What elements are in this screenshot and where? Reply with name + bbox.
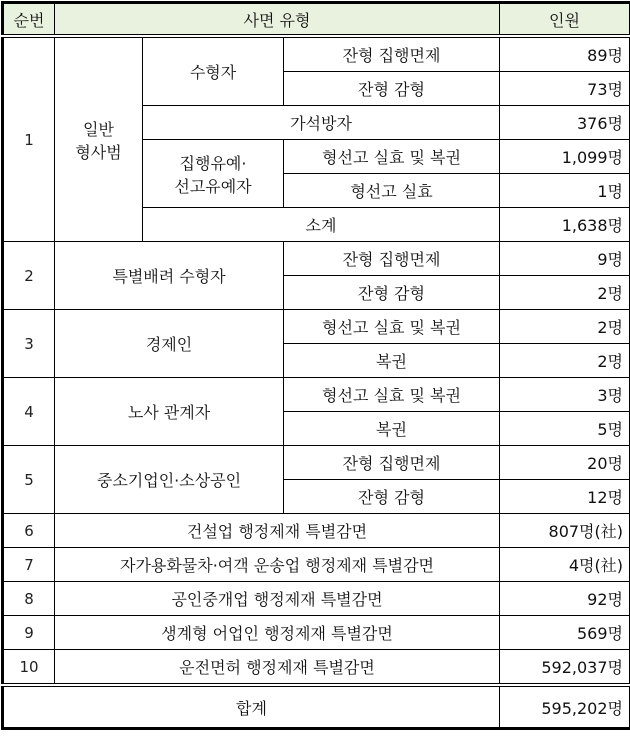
item-label: 잔형 집행면제 (284, 446, 500, 480)
table-row (3, 616, 630, 650)
header-no: 순번 (3, 3, 55, 37)
item-count: 73명 (500, 72, 630, 106)
item-count: 12명 (500, 480, 630, 514)
item-count: 9명 (500, 242, 630, 276)
item-count: 2명 (500, 310, 630, 344)
table-row (3, 36, 630, 72)
row-category: 중소기업인·소상공인 (55, 446, 284, 514)
row-no: 10 (3, 650, 55, 686)
subtotal-count: 1,638명 (500, 208, 630, 242)
row-category: 건설업 행정제재 특별감면 (55, 514, 500, 548)
item-label: 형선고 실효 및 복권 (284, 140, 500, 174)
item-count: 3명 (500, 378, 630, 412)
row-category: 경제인 (55, 310, 284, 378)
item-label: 잔형 감형 (284, 72, 500, 106)
item-label: 복권 (284, 344, 500, 378)
item-count: 20명 (500, 446, 630, 480)
table-row (3, 548, 630, 582)
item-count: 2명 (500, 344, 630, 378)
item-label: 잔형 집행면제 (284, 36, 500, 72)
table-row (3, 446, 630, 480)
table-row (3, 378, 630, 412)
header-row (3, 3, 630, 37)
subcategory-line: 선고유예자 (174, 176, 252, 196)
item-label: 복권 (284, 412, 500, 446)
item-count: 1명 (500, 174, 630, 208)
row-no: 9 (3, 616, 55, 650)
row-no: 4 (3, 378, 55, 446)
item-label: 잔형 집행면제 (284, 242, 500, 276)
header-count: 인원 (500, 3, 630, 37)
row-count: 807명(社) (500, 514, 630, 548)
item-label: 형선고 실효 (284, 174, 500, 208)
table-row (3, 310, 630, 344)
item-count: 1,099명 (500, 140, 630, 174)
row-category: 공인중개업 행정제재 특별감면 (55, 582, 500, 616)
header-type: 사면 유형 (55, 3, 500, 37)
item-count: 2명 (500, 276, 630, 310)
row-category: 노사 관계자 (55, 378, 284, 446)
total-row (3, 685, 630, 729)
item-label: 잔형 감형 (284, 480, 500, 514)
category-line: 형사범 (75, 142, 122, 162)
subcategory: 수형자 (143, 36, 284, 106)
row-category: 생계형 어업인 행정제재 특별감면 (55, 616, 500, 650)
category-line: 일반 (83, 119, 114, 139)
table-row (3, 242, 630, 276)
row-category (55, 36, 143, 242)
row-no: 2 (3, 242, 55, 310)
pardon-table (1, 1, 630, 730)
item-count: 89명 (500, 36, 630, 72)
table-row (3, 582, 630, 616)
row-category: 운전면허 행정제재 특별감면 (55, 650, 500, 686)
row-count: 4명(社) (500, 548, 630, 582)
row-no: 3 (3, 310, 55, 378)
row-category: 특별배려 수형자 (55, 242, 284, 310)
row-no: 5 (3, 446, 55, 514)
table-row (3, 514, 630, 548)
row-category: 자가용화물차·여객 운송업 행정제재 특별감면 (55, 548, 500, 582)
table-row (3, 650, 630, 686)
total-count: 595,202명 (500, 685, 630, 729)
row-no: 8 (3, 582, 55, 616)
item-label: 형선고 실효 및 복권 (284, 378, 500, 412)
row-no: 1 (3, 36, 55, 242)
item-count: 376명 (500, 106, 630, 140)
row-count: 569명 (500, 616, 630, 650)
row-count: 592,037명 (500, 650, 630, 686)
row-no: 6 (3, 514, 55, 548)
subcategory-line: 집행유예· (179, 153, 247, 173)
row-no: 7 (3, 548, 55, 582)
subtotal-label: 소계 (143, 208, 500, 242)
row-count: 92명 (500, 582, 630, 616)
item-label: 형선고 실효 및 복권 (284, 310, 500, 344)
subcategory (143, 140, 284, 208)
item-count: 5명 (500, 412, 630, 446)
item-label: 잔형 감형 (284, 276, 500, 310)
total-label: 합계 (3, 685, 500, 729)
item-label: 가석방자 (143, 106, 500, 140)
